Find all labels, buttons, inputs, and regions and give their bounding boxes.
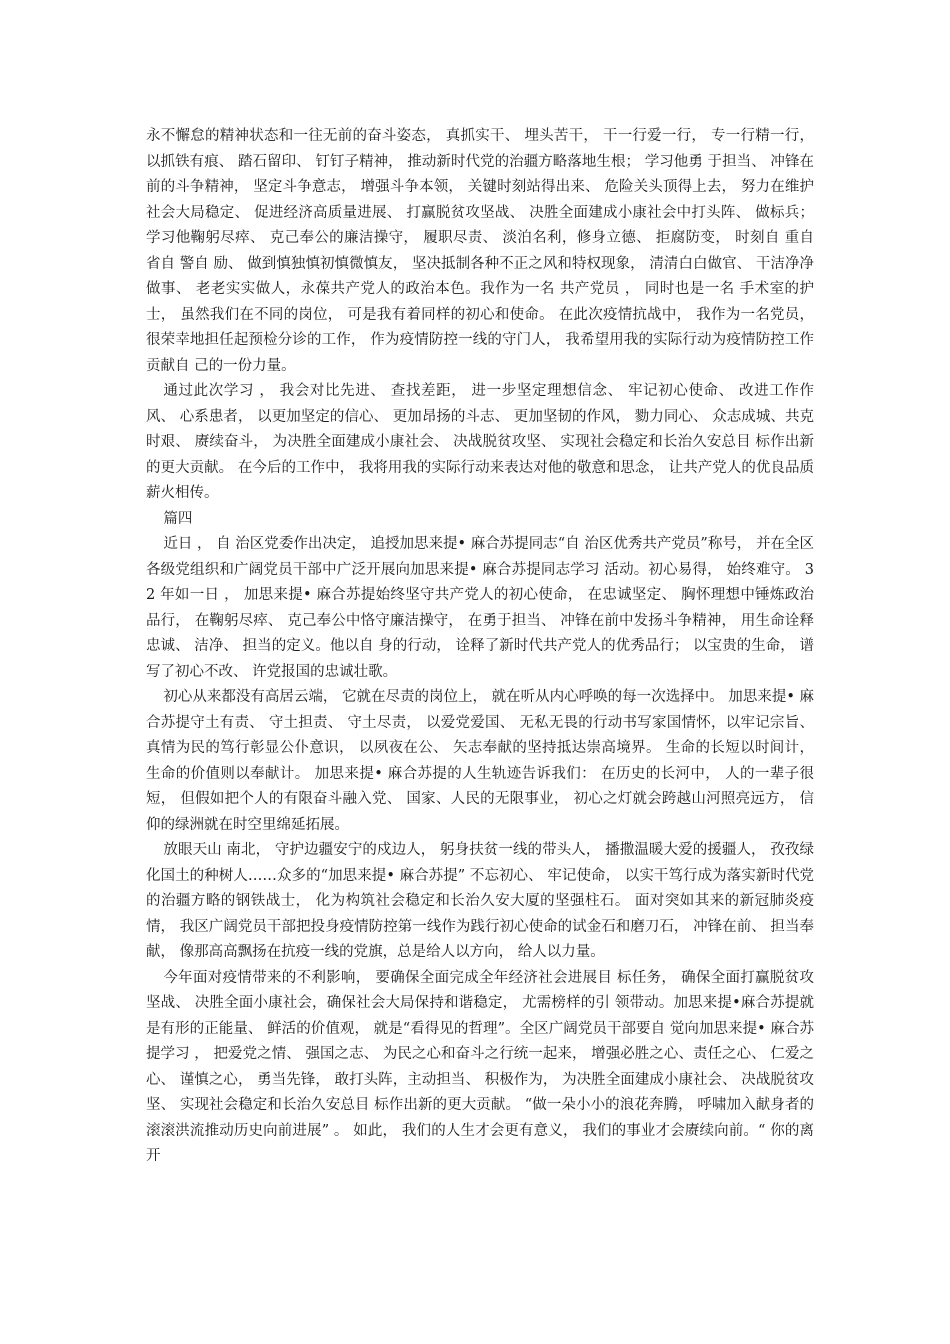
section-paragraph-2: 初心从来都没有高居云端， 它就在尽责的岗位上， 就在听从内心呼唤的每一次选择中。 加思来提• 麻合苏提守土有责、 守土担责、 守土尽责， 以爱党爱国、 无私无畏的行动书写家国情怀，以牢记宗旨、 真情为民的笃行彰显公仆意识， 以夙夜在公、 矢志奉献的坚持抵达崇高境界。 生命的长短以时间计， 生命的价值则以奉献计。 加思来提• 麻合苏提的人生轨迹告诉我们： 在历史的长河中， 人的一辈子很短， 但假如把个人的有限奋斗融入党、 国家、人民的无限事业， 初心之灯就会跨越山河照亮远方， 信仰的绿洲就在时空里绵延拓展。 <box>146 689 814 833</box>
paragraph-study-summary: 通过此次学习 ， 我会对比先进、 查找差距， 进一步坚定理想信念、 牢记初心使命、 改进工作作风、 心系患者， 以更加坚定的信心、 更加昂扬的斗志、 更加坚韧的作风， 勠力同心、 众志成城、共克时艰、 赓续奋斗， 为决胜全面建成小康社会、 决战脱贫攻坚、 实现社会稳定和长治久安总目 标作出新的更大贡献。 在今后的工作中， 我将用我的实际行动来表达对他的敬意和思念， 让共产党人的优良品质薪火相传。 <box>146 383 814 501</box>
paragraph-continued: 永不懈怠的精神状态和一往无前的奋斗姿态， 真抓实干、 埋头苦干， 干一行爱一行， 专一行精一行， 以抓铁有痕、 踏石留印、 钉钉子精神， 推动新时代党的治疆方略落地生根； 学习他勇 于担当、 冲锋在前的斗争精神， 坚定斗争意志， 增强斗争本领， 关键时刻站得出来、 危险关头顶得上去， 努力在维护社会大局稳定、 促进经济高质量进展、 打赢脱贫攻坚战、 决胜全面建成小康社会中打头阵、 做标兵；学习他鞠躬尽瘁、 克己奉公的廉洁操守， 履职尽责、 淡泊名利，修身立德、 拒腐防变， 时刻自 重自 省自 警自 励、 做到慎独慎初慎微慎友， 坚决抵制各种不正之风和特权现象， 清清白白做官、 干洁净净做事、 老老实实做人，永葆共产党人的政治本色。我作为一名 共产党员 ， 同时也是一名 手术室的护士， 虽然我们在不同的岗位， 可是我有着同样的初心和使命。 在此次疫情抗战中， 我作为一名党员， 很荣幸地担任起预检分诊的工作， 作为疫情防控一线的守门人， 我希望用我的实际行动为疫情防控工作贡献自 己的一份力量。 <box>146 128 814 374</box>
document-body <box>146 124 814 1170</box>
section-heading: 篇四 <box>163 510 193 527</box>
section-paragraph-3: 放眼天山 南北， 守护边疆安宁的戍边人， 躬身扶贫一线的带头人， 播撒温暖大爱的援疆人， 孜孜绿化国土的种树人……众多的“加思来提• 麻合苏提” 不忘初心、 牢记使命， 以实干笃行成为落实新时代党的治疆方略的钢铁战士， 化为构筑社会稳定和长治久安大厦的坚强柱石。 面对突如其来的新冠肺炎疫情， 我区广阔党员干部把投身疫情防控第一线作为践行初心使命的试金石和磨刀石， 冲锋在前、 担当奉献， 像那高高飘扬在抗疫一线的党旗，总是给人以方向， 给人以力量。 <box>146 842 814 960</box>
section-paragraph-4: 今年面对疫情带来的不利影响， 要确保全面完成全年经济社会进展目 标任务， 确保全面打赢脱贫攻坚战、 决胜全面小康社会，确保社会大局保持和谐稳定， 尤需榜样的引 领带动。加思来提•麻合苏提就是有形的正能量、 鲜活的价值观， 就是“看得见的哲理”。全区广阔党员干部要自 觉向加思来提• 麻合苏提学习 ， 把爱党之情、 强国之志、 为民之心和奋斗之行统一起来， 增强必胜之心、责任之心、 仁爱之心、 谨慎之心， 勇当先锋， 敢打头阵，主动担当、 积极作为， 为决胜全面建成小康社会、 决战脱贫攻坚、 实现社会稳定和长治久安总目 标作出新的更大贡献。 “做一朵小小的浪花奔腾， 呼啸加入献身者的滚滚洪流推动历史向前进展” 。 如此， 我们的人生才会更有意义， 我们的事业才会赓续向前。“ 你的离开 <box>146 969 814 1164</box>
section-paragraph-1: 近日 ， 自 治区党委作出决定， 追授加思来提• 麻合苏提同志“自 治区优秀共产党员”称号， 并在全区各级党组织和广阔党员干部中广泛开展向加思来提• 麻合苏提同志学习 活动。初心易得， 始终难守。 32 年如一日 ， 加思来提• 麻合苏提始终坚守共产党人的初心使命， 在忠诚坚定、 胸怀理想中锤炼政治品行， 在鞠躬尽瘁、 克己奉公中恪守廉洁操守， 在勇于担当、 冲锋在前中发扬斗争精神， 用生命诠释忠诚、 洁净、 担当的定义。他以自 身的行动， 诠释了新时代共产党人的优秀品行； 以宝贵的生命， 谱写了初心不改、 许党报国的忠诚壮歌。 <box>146 536 814 680</box>
